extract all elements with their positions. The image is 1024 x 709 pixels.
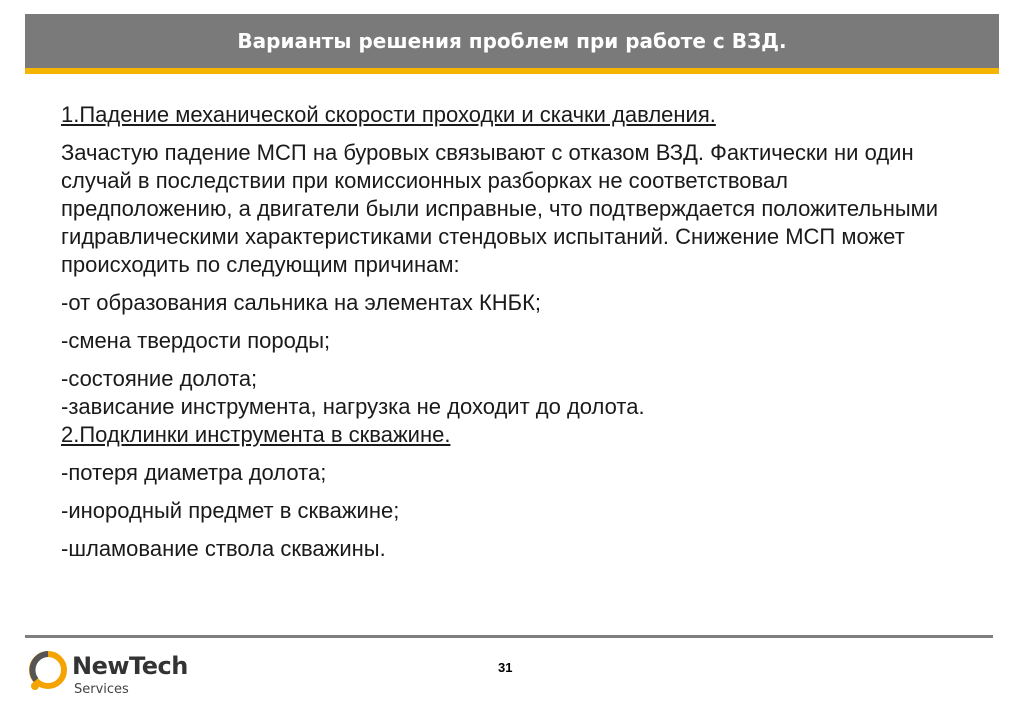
list-item: -инородный предмет в скважине; xyxy=(61,498,400,523)
page-number: 31 xyxy=(498,660,513,675)
company-logo xyxy=(26,646,186,702)
section-heading-2: 2.Подклинки инструмента в скважине. xyxy=(61,422,451,447)
paragraph-1: Зачастую падение МСП на буровых связывают с отказом ВЗД. Фактически ни один случай в последствии при комиссионных разборках не соответствовал предположению, а двигатели были исправные, что подтверждается положительными гидравлическими характеристиками стендовых испытаний. Снижение МСП может происходить по следующим причинам: xyxy=(61,140,939,277)
footer-divider xyxy=(25,635,993,638)
list-item: -потеря диаметра долота; xyxy=(61,460,327,485)
section-heading-1: 1.Падение механической скорости проходки и скачки давления. xyxy=(61,102,716,127)
title-accent-stripe xyxy=(25,68,999,74)
logo-name: NewTech xyxy=(72,652,188,680)
list-item: -шламование ствола скважины. xyxy=(61,536,386,561)
title-bar xyxy=(25,14,999,74)
newtech-logo-icon xyxy=(26,650,70,692)
list-item: -от образования сальника на элементах КНБК; xyxy=(61,290,542,315)
slide-title: Варианты решения проблем при работе с ВЗД. xyxy=(237,29,787,53)
list-item: -состояние долота; xyxy=(61,366,258,391)
list-item: -зависание инструмента, нагрузка не доходит до долота. xyxy=(61,394,645,419)
logo-subtitle: Services xyxy=(74,682,129,697)
list-item: -смена твердости породы; xyxy=(61,328,331,353)
slide-content xyxy=(61,101,961,563)
